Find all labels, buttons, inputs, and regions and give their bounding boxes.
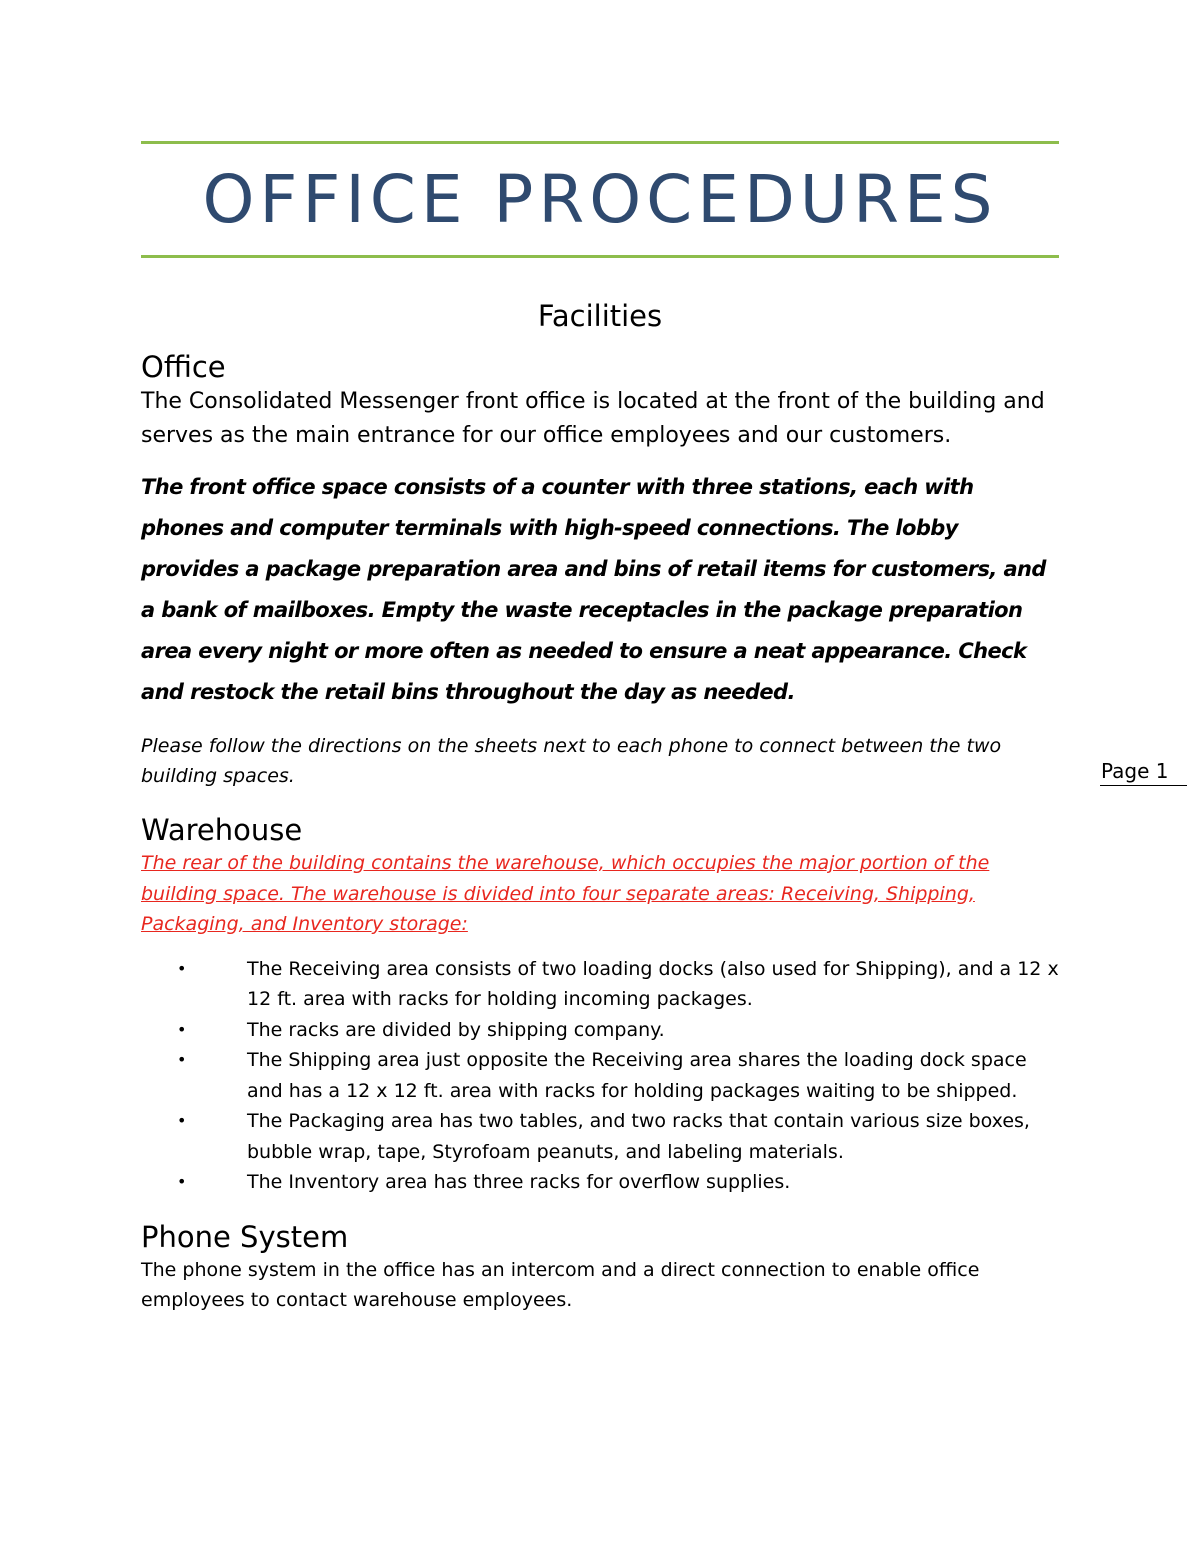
warehouse-intro: The rear of the building contains the warehouse, which occupies the major portion of the building space. The warehouse is divided into four separate areas: Receiving, Shipping, Packaging, and Inventory storage: xyxy=(141,852,990,935)
list-item-text: The racks are divided by shipping company. xyxy=(247,1018,665,1041)
bullet-icon: • xyxy=(177,1111,187,1130)
section-title: Facilities xyxy=(537,299,663,333)
title-top-rule xyxy=(141,141,1059,144)
phone-system-heading: Phone System xyxy=(141,1219,349,1254)
document-title: OFFICE PROCEDURES xyxy=(202,161,998,238)
list-item xyxy=(141,1045,1061,1106)
document-body xyxy=(141,349,1061,1316)
list-item xyxy=(141,954,1061,1015)
list-item-text: The Receiving area consists of two loading docks (also used for Shipping), and a 12 x 12 ft. area with racks for holding incoming packages. xyxy=(247,957,1059,1010)
phone-system-text: The phone system in the office has an intercom and a direct connection to enable office employees to contact warehouse employees. xyxy=(141,1258,980,1311)
list-item-text: The Inventory area has three racks for overflow supplies. xyxy=(247,1171,791,1193)
list-item xyxy=(141,1167,1061,1198)
bullet-icon: • xyxy=(177,1172,187,1191)
bullet-icon: • xyxy=(177,958,187,978)
office-intro: The Consolidated Messenger front office is located at the front of the building and serves as the main entrance for our office employees and our customers. xyxy=(141,389,1045,448)
phone-system-section xyxy=(141,1219,1061,1316)
list-item-text: The Packaging area has two tables, and two racks that contain various size boxes, bubble wrap, tape, Styrofoam peanuts, and labeling materials. xyxy=(247,1110,1030,1163)
list-item xyxy=(141,1015,1061,1046)
bullet-icon: • xyxy=(177,1019,187,1039)
bullet-icon: • xyxy=(177,1050,187,1069)
page-number: Page 1 xyxy=(1100,757,1187,786)
office-note: Please follow the directions on the sheets next to each phone to connect between the two building spaces. xyxy=(141,735,1002,787)
warehouse-section xyxy=(141,812,1061,1198)
office-section xyxy=(141,349,1061,791)
office-heading: Office xyxy=(141,350,226,384)
warehouse-areas-list xyxy=(141,954,1061,1198)
warehouse-heading: Warehouse xyxy=(141,813,303,847)
title-bottom-rule xyxy=(141,255,1059,258)
list-item xyxy=(141,1106,1061,1167)
office-details: The front office space consists of a counter with three stations, each with phones and computer terminals with high-speed connections. The lobby provides a package preparation area and bins of retail items for customers, and a bank of mailboxes. Empty the waste receptacles in the package preparation area every night or more often as needed to ensure a neat appearance. Check and restock the retail bins throughout the day as needed. xyxy=(141,475,1046,704)
list-item-text: The Shipping area just opposite the Receiving area shares the loading dock space and has a 12 x 12 ft. area with racks for holding packages waiting to be shipped. xyxy=(247,1049,1027,1102)
